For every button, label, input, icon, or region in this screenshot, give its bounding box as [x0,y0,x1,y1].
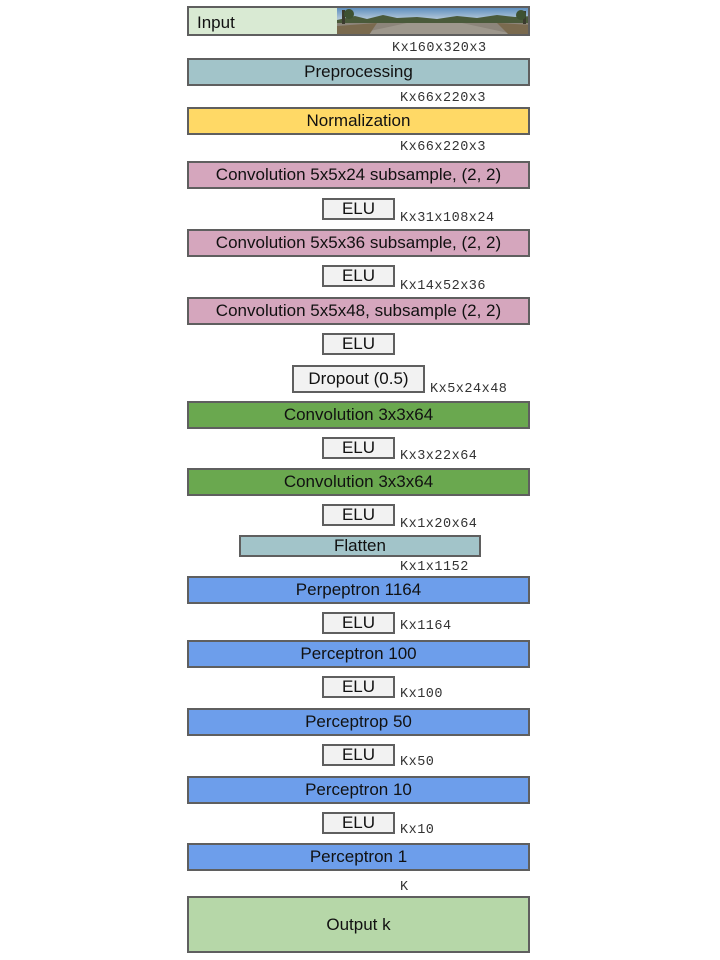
dropout-layer: Dropout (0.5) [292,365,425,393]
elu-activation: ELU [322,812,395,834]
dimension-label: Kx3x22x64 [400,449,478,464]
conv-5x5x36-layer: Convolution 5x5x36 subsample, (2, 2) [187,229,530,257]
road-scene-image [337,8,530,36]
flatten-layer: Flatten [239,535,481,557]
dimension-label: Kx31x108x24 [400,211,495,226]
conv-5x5x24-layer: Convolution 5x5x24 subsample, (2, 2) [187,161,530,189]
dimension-label: Kx10 [400,823,435,838]
elu-activation: ELU [322,612,395,634]
conv-3x3x64-layer-2: Convolution 3x3x64 [187,468,530,496]
dimension-label: Kx100 [400,687,444,702]
conv-3x3x64-layer-1: Convolution 3x3x64 [187,401,530,429]
perceptron-1164-layer: Perpeptron 1164 [187,576,530,604]
elu-activation: ELU [322,198,395,220]
dimension-label: Kx1x20x64 [400,517,478,532]
dimension-label: Kx1x1152 [400,560,469,575]
preprocessing-layer: Preprocessing [187,58,530,86]
elu-activation: ELU [322,744,395,766]
dimension-label: Kx160x320x3 [392,41,487,56]
input-block [187,6,530,36]
input-label: Input [197,13,235,32]
dimension-label: Kx50 [400,755,435,770]
conv-5x5x48-layer: Convolution 5x5x48, subsample (2, 2) [187,297,530,325]
dimension-label: K [400,880,409,895]
dimension-label: Kx14x52x36 [400,279,487,294]
perceptron-50-layer: Perceptrop 50 [187,708,530,736]
perceptron-1-layer: Perceptron 1 [187,843,530,871]
elu-activation: ELU [322,265,395,287]
dimension-label: Kx1164 [400,619,452,634]
perceptron-100-layer: Perceptron 100 [187,640,530,668]
normalization-layer: Normalization [187,107,530,135]
elu-activation: ELU [322,333,395,355]
elu-activation: ELU [322,676,395,698]
dimension-label: Kx66x220x3 [400,140,487,155]
perceptron-10-layer: Perceptron 10 [187,776,530,804]
dimension-label: Kx66x220x3 [400,91,487,106]
elu-activation: ELU [322,504,395,526]
dimension-label: Kx5x24x48 [430,382,508,397]
elu-activation: ELU [322,437,395,459]
output-block: Output k [187,896,530,953]
